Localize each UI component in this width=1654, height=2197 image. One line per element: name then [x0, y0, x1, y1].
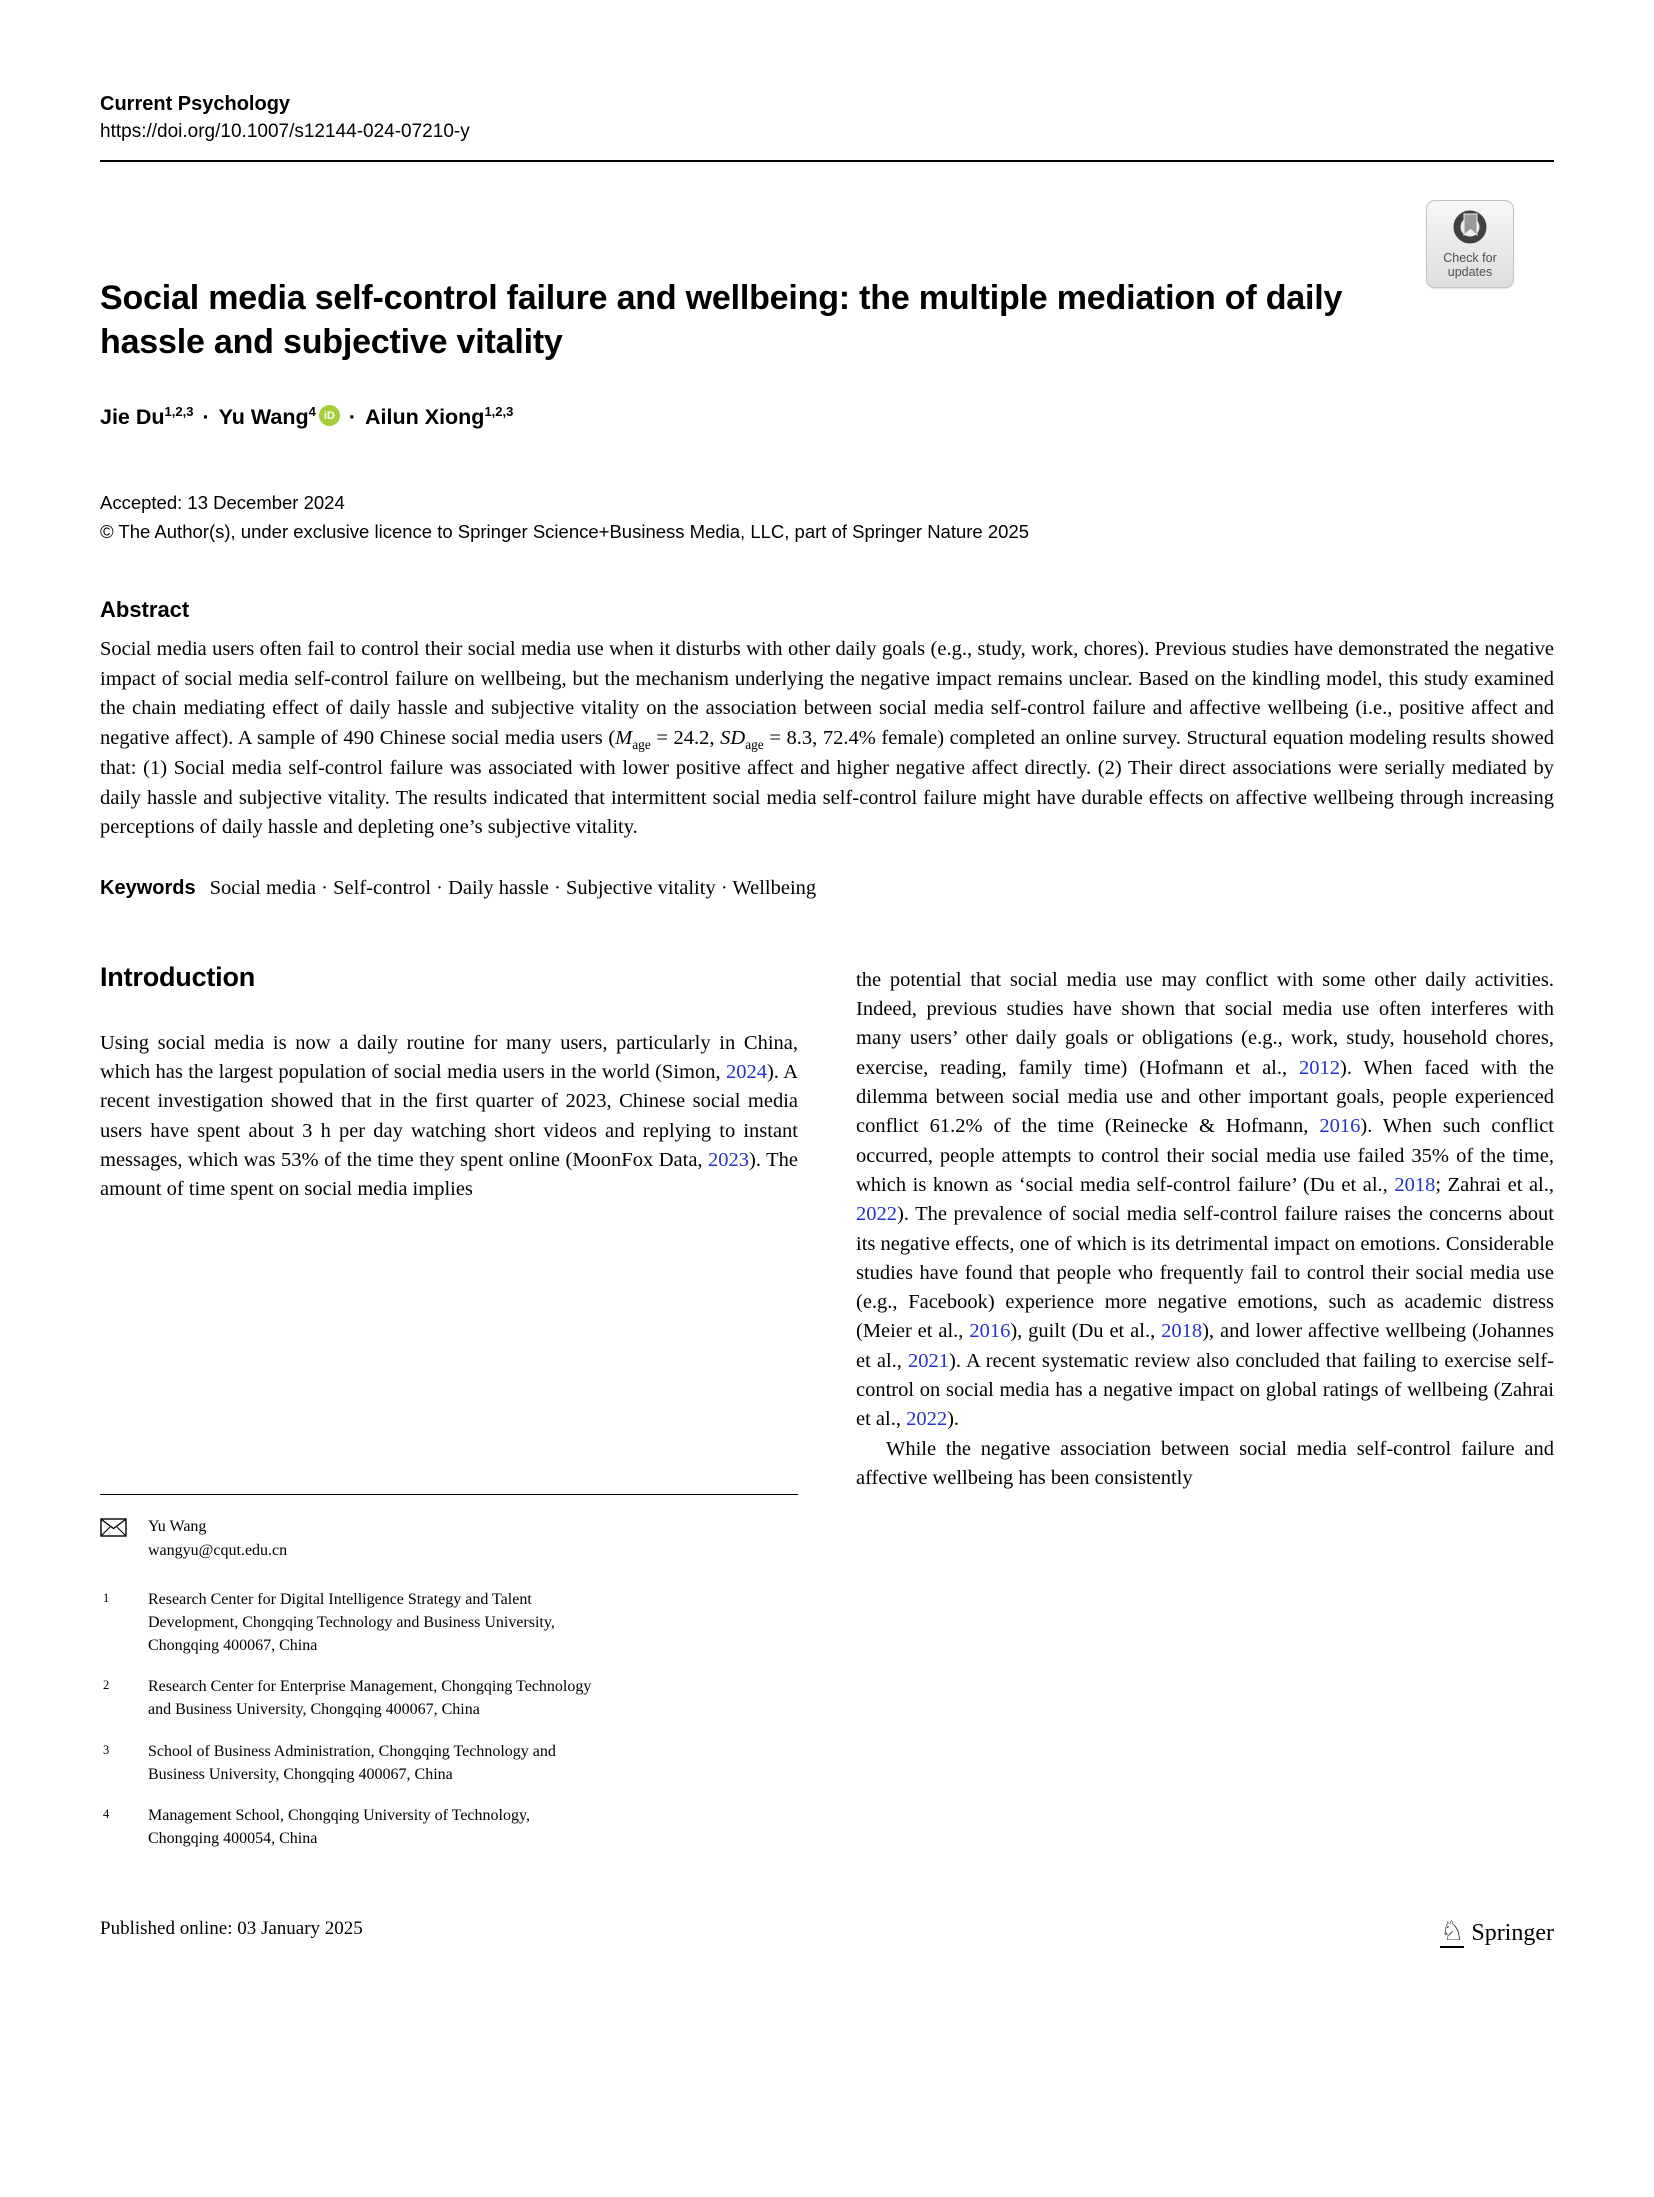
correspondence-email[interactable]: wangyu@cqut.edu.cn	[148, 1542, 288, 1560]
affiliation-number: 2	[103, 1678, 110, 1693]
citation-link[interactable]: 2018	[1161, 1320, 1203, 1343]
paper-title: Social media self-control failure and wellbeing: the multiple mediation of daily hassle and subjective vitality	[100, 278, 1343, 361]
envelope-icon	[100, 1515, 148, 1563]
left-column	[100, 962, 798, 1870]
right-column	[856, 962, 1554, 1870]
springer-logo	[1440, 1915, 1554, 1948]
section-heading-introduction: Introduction	[100, 961, 256, 992]
citation-link[interactable]: 2024	[725, 1061, 767, 1084]
header-divider	[100, 160, 1554, 162]
citation-link[interactable]: 2022	[906, 1408, 948, 1431]
check-updates-label-line1: Check for	[1443, 250, 1497, 265]
accepted-date: Accepted: 13 December 2024	[100, 492, 345, 514]
abstract-text: Social media users often fail to control their social media use when it disturbs with other daily goals (e.g., study, work, chores). Previous studies have demonstrated the negative impact of social media self-control failure on wellbeing, but the mechanism underlying the negative impact remains unclear. Based on the kindling model, this study examined the chain mediating effect of daily hassle and subjective vitality on the association between social media self-control failure and affective wellbeing (i.e., positive affect and negative affect). A sample of 490 Chinese social media users ($M_{age} = 24.2$, $SD_{age} = 8.3$, 72.4% female) completed an online survey. Structural equation modeling results showed that: (1) Social media self-control failure was associated with lower positive affect and higher negative affect directly. (2) Their direct associations were serially mediated by daily hassle and subjective vitality. The results indicated that intermittent social media self-control failure might have durable effects on affective wellbeing through increasing perceptions of daily hassle and depleting one’s subjective vitality.	[100, 638, 1555, 839]
copyright-notice: © The Author(s), under exclusive licence to Springer Science+Business Media, LLC, part of Springer Nature 2025	[100, 521, 1030, 543]
affiliation-number: 3	[103, 1742, 110, 1757]
affiliation-item	[100, 1741, 798, 1786]
affiliation-text: Research Center for Enterprise Management, Chongqing Technology and Business University, Chongqing 400067, China	[148, 1678, 592, 1719]
two-column-body	[100, 962, 1554, 1870]
springer-wordmark: Springer	[1471, 1919, 1554, 1946]
authors-line	[100, 404, 1554, 430]
citation-link[interactable]: 2016	[969, 1320, 1011, 1343]
affiliation-text: School of Business Administration, Chongqing Technology and Business University, Chongqing 400067, China	[148, 1742, 556, 1783]
author-affiliation-superscript: 1,2,3	[164, 404, 194, 420]
page-footer	[100, 1915, 1554, 1948]
citation-link[interactable]: 2016	[1319, 1115, 1361, 1138]
published-online: Published online: 03 January 2025	[100, 1917, 363, 1939]
footnotes-block	[100, 1494, 798, 1869]
author-name: Ailun Xiong$^{1,2,3}$	[365, 404, 514, 430]
keywords-list: Social media · Self-control · Daily hassle · Subjective vitality · Wellbeing	[209, 876, 817, 899]
correspondence-block	[100, 1515, 798, 1563]
citation-link[interactable]: 2012	[1299, 1056, 1341, 1079]
citation-link[interactable]: 2021	[908, 1349, 950, 1372]
affiliation-text: Research Center for Digital Intelligence Strategy and Talent Development, Chongqing Technology and Business University, Chongqing 400067, China	[148, 1591, 555, 1654]
correspondence-name: Yu Wang	[148, 1518, 207, 1536]
citation-link[interactable]: 2018	[1394, 1173, 1436, 1196]
citation-link[interactable]: 2022	[856, 1203, 897, 1226]
orcid-icon[interactable]: iD	[319, 405, 340, 426]
affiliation-number: 1	[103, 1591, 110, 1606]
affiliation-item	[100, 1589, 798, 1657]
affiliation-item	[100, 1676, 798, 1721]
author-affiliation-superscript: 1,2,3	[484, 404, 514, 420]
body-paragraph: the potential that social media use may conflict with some other daily activities. Indeed, previous studies have shown that social media use often interferes with many users’ other daily goals or obligations (e.g., work, study, household chores, exercise, reading, family time) (Hofmann et al., 2012). When faced with the dilemma between social media use and other important goals, people experienced conflict 61.2% of the time (Reinecke & Hofmann, 2016). When such conflict occurred, people attempts to control their social media use failed 35% of the time, which is known as ‘social media self-control failure’ (Du et al., 2018; Zahrai et al., 2022). The prevalence of social media self-control failure raises the concerns about its negative effects, one of which is its detrimental impact on emotions. Considerable studies have found that people who frequently fail to control their social media use (e.g., Facebook) experience more negative emotions, such as academic distress (Meier et al., 2016), guilt (Du et al., 2018), and lower affective wellbeing (Johannes et al., 2021). A recent systematic review also concluded that failing to exercise self-control on social media has a negative impact on global ratings of wellbeing (Zahrai et al., 2022).	[856, 968, 1554, 1431]
author-name: Yu Wang$^4$ iD	[219, 405, 340, 429]
check-updates-icon	[1449, 209, 1491, 249]
author-name: Jie Du$^{1,2,3}$	[100, 404, 194, 430]
affiliation-number: 4	[103, 1807, 110, 1822]
check-updates-badge[interactable]	[1426, 200, 1514, 288]
check-updates-label-line2: updates	[1447, 265, 1493, 279]
affiliation-text: Management School, Chongqing University of Technology, Chongqing 400054, China	[148, 1807, 530, 1847]
author-separator: ·	[202, 405, 210, 430]
footnote-divider	[100, 1494, 798, 1495]
author-affiliation-superscript: 4	[308, 404, 316, 420]
journal-name: Current Psychology	[100, 93, 291, 115]
citation-link[interactable]: 2023	[708, 1148, 750, 1171]
body-paragraph: While the negative association between social media self-control failure and affective wellbeing has been consistently	[856, 1437, 1554, 1490]
keywords-line	[100, 877, 1554, 900]
author-separator: ·	[348, 405, 357, 430]
doi-link[interactable]: https://doi.org/10.1007/s12144-024-07210-y	[100, 121, 470, 142]
keywords-label: Keywords	[100, 876, 196, 899]
springer-horse-icon: ♘	[1440, 1915, 1465, 1946]
abstract-heading: Abstract	[100, 597, 190, 623]
affiliation-item	[100, 1805, 798, 1850]
introduction-paragraph: Using social media is now a daily routine for many users, particularly in China, which has the largest population of social media users in the world (Simon, 2024). A recent investigation showed that in the first quarter of 2023, Chinese social media users have spent about 3 h per day watching short videos and replying to instant messages, which was 53% of the time they spent online (MoonFox Data, 2023). The amount of time spent on social media implies	[100, 1031, 799, 1201]
